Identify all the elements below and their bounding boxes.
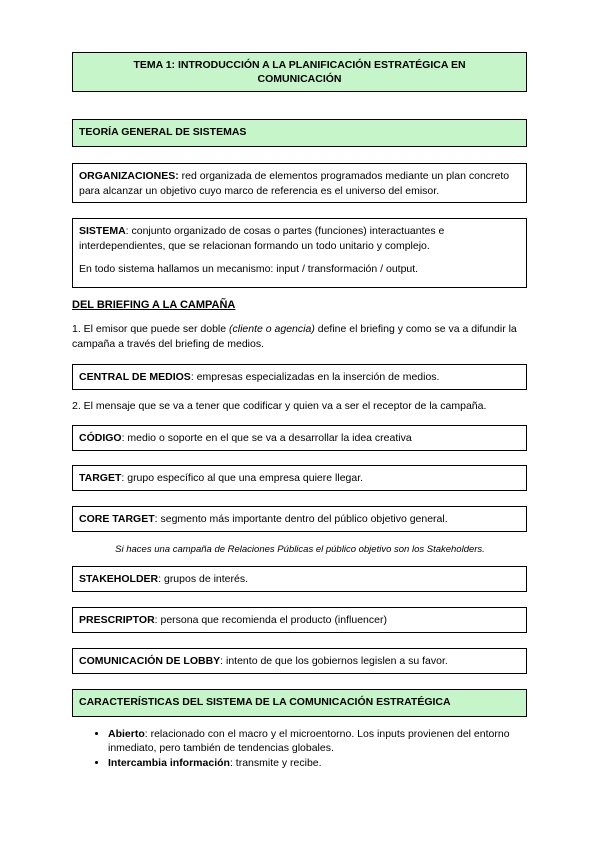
list-item-text: : transmite y recibe. (229, 757, 322, 769)
sistema-paragraph (79, 224, 520, 254)
section-header-label: TEORÍA GENERAL DE SISTEMAS (79, 126, 247, 138)
term-definition: : conjunto organizado de cosas o partes (funciones) interactuantes e interdependientes, que se relacionan formando un todo unitario y complejo. (79, 225, 445, 252)
characteristics-list (90, 727, 548, 771)
sistema-extra: En todo sistema hallamos un mecanismo: input / transformación / output. (79, 263, 419, 275)
page-title (72, 52, 527, 92)
definition-lobby (72, 648, 527, 674)
point-2: 2. El mensaje que se va a tener que codificar y quien va a ser el receptor de la campaña. (72, 400, 487, 412)
term-label: STAKEHOLDER (79, 573, 159, 585)
term-label: PRESCRIPTOR (79, 614, 155, 626)
term-definition: : intento de que los gobiernos legislen a su favor. (220, 655, 448, 667)
definition-target (72, 465, 527, 491)
term-label: CÓDIGO (79, 432, 122, 444)
term-definition: : persona que recomienda el producto (influencer) (154, 614, 387, 626)
point-1-text-a: 1. El emisor que puede ser doble (72, 323, 230, 335)
term-definition: red organizada de elementos programados mediante un plan concreto para alcanzar un objetivo cuyo marco de referencia es el universo del emisor. (79, 170, 510, 197)
term-definition: : segmento más importante dentro del público objetivo general. (154, 513, 448, 525)
point-1-text-b: define el briefing y como se va a difundir la campaña a través del briefing de medios. (72, 323, 517, 350)
definition-central-medios (72, 364, 527, 390)
list-item-text: : relacionado con el macro y el microentorno. Los inputs provienen del entorno inmediato, pero también de tendencias globales. (108, 728, 510, 754)
definition-prescriptor (72, 607, 527, 633)
term-label: COMUNICACIÓN DE LOBBY (79, 655, 221, 667)
term-label: CENTRAL DE MEDIOS (79, 371, 191, 383)
term-label: ORGANIZACIONES: (79, 170, 179, 182)
definition-sistema (72, 218, 527, 288)
point-1 (72, 322, 528, 352)
list-item (108, 756, 548, 770)
term-definition: : grupo específico al que una empresa quiere llegar. (121, 472, 364, 484)
term-definition: : medio o soporte en el que se va a desarrollar la idea creativa (121, 432, 412, 444)
definition-organizaciones (72, 163, 527, 203)
definition-codigo (72, 425, 527, 451)
term-definition: : empresas especializadas en la inserción de medios. (190, 371, 440, 383)
list-item-term: Intercambia información (108, 757, 230, 769)
title-line-2: COMUNICACIÓN (257, 73, 342, 85)
list-item-term: Abierto (108, 728, 145, 740)
section-header-teoria (72, 119, 527, 147)
list-item (108, 727, 548, 755)
title-line-1: TEMA 1: INTRODUCCIÓN A LA PLANIFICACIÓN ESTRATÉGICA EN (133, 59, 466, 71)
stakeholders-note: Si haces una campaña de Relaciones Públicas el público objetivo son los Stakeholders. (115, 544, 485, 555)
term-label: CORE TARGET (79, 513, 155, 525)
section-header-label: CARACTERÍSTICAS DEL SISTEMA DE LA COMUNICACIÓN ESTRATÉGICA (79, 696, 451, 708)
section-header-caracteristicas (72, 689, 527, 717)
definition-stakeholder (72, 566, 527, 592)
term-definition: : grupos de interés. (158, 573, 249, 585)
definition-core-target (72, 506, 527, 532)
briefing-heading: DEL BRIEFING A LA CAMPAÑA (72, 299, 236, 311)
point-1-italic: (cliente o agencia) (229, 323, 315, 335)
term-label: TARGET (79, 472, 122, 484)
term-label: SISTEMA (79, 225, 126, 237)
